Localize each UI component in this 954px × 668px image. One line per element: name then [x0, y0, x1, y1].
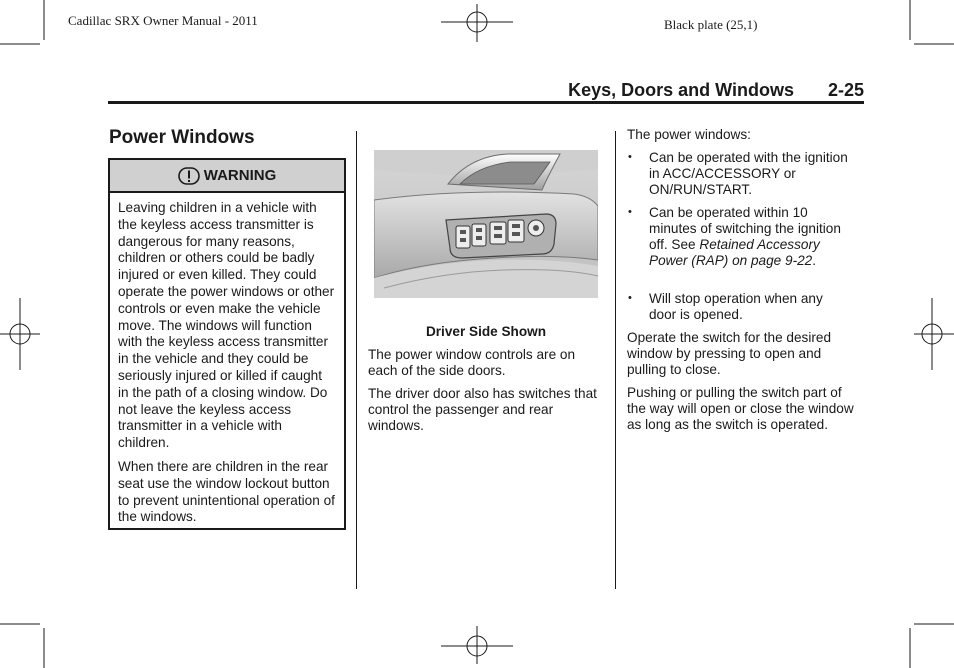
registration-target-bottom	[441, 626, 513, 664]
list-item	[649, 205, 849, 269]
list-item-text: Can be operated within 10 minutes of switching the ignition off. See	[649, 205, 841, 252]
list-item: Will stop operation when any door is opened.	[649, 291, 823, 322]
section-header	[108, 80, 864, 104]
bullet-marker: •	[628, 151, 632, 163]
header-rule	[108, 101, 864, 104]
warning-box	[108, 158, 346, 530]
body-paragraph: The driver door also has switches that control the passenger and rear windows.	[368, 386, 597, 433]
figure-caption: Driver Side Shown	[425, 324, 547, 339]
door-switch-illustration	[374, 150, 598, 298]
plate-label: Black plate (25,1)	[664, 17, 758, 32]
registration-target-top	[441, 4, 513, 42]
section-title: Keys, Doors and Windows	[568, 80, 794, 100]
list-item-text: .	[812, 253, 816, 268]
manual-title: Cadillac SRX Owner Manual - 2011	[68, 13, 258, 28]
page-heading: Power Windows	[109, 127, 255, 148]
bullet-marker: •	[628, 206, 632, 218]
warning-paragraph: When there are children in the rear seat use the window lockout button to prevent unintentional operation of the windows.	[118, 458, 335, 525]
warning-header	[110, 160, 344, 193]
column-divider	[356, 131, 357, 589]
body-paragraph: Pushing or pulling the switch part of the way will open or close the window as long as the switch is operated.	[627, 385, 854, 432]
list-intro: The power windows:	[627, 127, 751, 142]
body-paragraph: The power window controls are on each of the side doors.	[368, 347, 576, 378]
body-paragraph: Operate the switch for the desired window by pressing to open and pulling to close.	[627, 330, 832, 377]
warning-paragraph: Leaving children in a vehicle with the keyless access transmitter is dangerous for many reasons, children or others could be badly injured or even killed. They could operate the power windows or other controls or even make the vehicle move. The windows will function with the keyless access transmitter in the vehicle and they could be seriously injured or killed if caught in the path of a closing window. Do not leave the keyless access transmitter in a vehicle with children.	[118, 200, 335, 451]
column-divider	[615, 131, 616, 589]
page-number: 2-25	[827, 80, 864, 100]
list-item: Can be operated with the ignition in ACC/ACCESSORY or ON/RUN/START.	[649, 150, 848, 197]
registration-target-left	[0, 298, 40, 370]
warning-exclamation-icon	[178, 167, 200, 185]
warning-label: WARNING	[203, 167, 277, 184]
cross-reference-link[interactable]: Retained Accessory Power (RAP) on page 9-22	[649, 237, 820, 268]
warning-body	[110, 193, 344, 526]
bullet-marker: •	[628, 292, 632, 304]
registration-target-right	[914, 298, 954, 370]
